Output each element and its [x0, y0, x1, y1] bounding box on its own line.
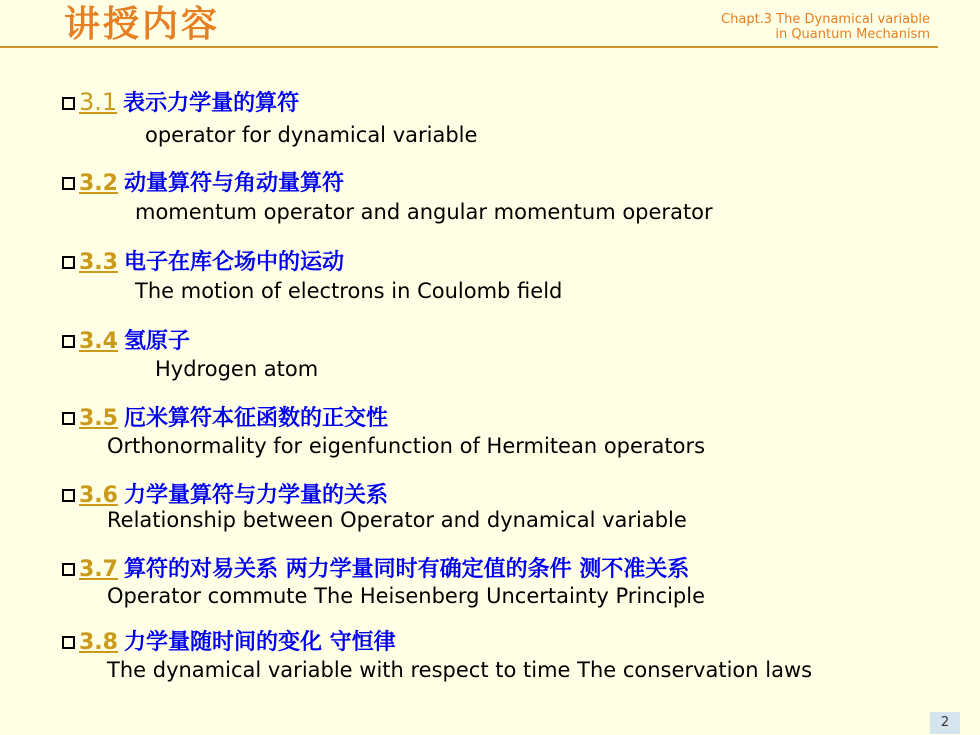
list-item — [62, 552, 689, 583]
section-link[interactable]: 3.6 — [79, 483, 118, 508]
header-divider — [0, 46, 938, 48]
list-item — [62, 166, 344, 197]
section-title-cn: 表示力学量的算符 — [123, 91, 300, 116]
section-title-cn: 动量算符与角动量算符 — [123, 171, 344, 196]
square-bullet-icon — [62, 335, 75, 348]
section-title-en: The dynamical variable with respect to time The conservation laws — [107, 658, 813, 682]
square-bullet-icon — [62, 563, 75, 576]
slide-title: 讲授内容 — [64, 4, 221, 45]
list-item — [62, 324, 190, 355]
section-link[interactable]: 3.3 — [79, 250, 118, 275]
page-number: 2 — [930, 712, 960, 734]
section-title-cn: 力学量随时间的变化 守恒律 — [123, 630, 396, 655]
square-bullet-icon — [62, 489, 75, 502]
square-bullet-icon — [62, 636, 75, 649]
chapter-line-1: Chapt.3 The Dynamical variable — [721, 12, 930, 27]
square-bullet-icon — [62, 412, 75, 425]
square-bullet-icon — [62, 177, 75, 190]
section-link[interactable]: 3.4 — [79, 329, 118, 354]
list-item — [62, 625, 396, 656]
square-bullet-icon — [62, 97, 75, 110]
section-title-cn: 氢原子 — [123, 329, 190, 354]
section-link[interactable]: 3.1 — [79, 88, 118, 116]
section-title-cn: 电子在库仑场中的运动 — [123, 250, 344, 275]
list-item — [62, 245, 344, 276]
section-title-cn: 厄米算符本征函数的正交性 — [123, 406, 388, 431]
square-bullet-icon — [62, 256, 75, 269]
section-title-en: Operator commute The Heisenberg Uncertainty Principle — [107, 584, 705, 608]
section-title-en: momentum operator and angular momentum operator — [135, 200, 713, 224]
section-link[interactable]: 3.8 — [79, 630, 118, 655]
chapter-label — [721, 12, 930, 42]
section-title-cn: 力学量算符与力学量的关系 — [123, 483, 388, 508]
list-item — [62, 478, 388, 509]
chapter-line-2: in Quantum Mechanism — [775, 27, 930, 42]
section-title-en: Relationship between Operator and dynamical variable — [107, 508, 687, 532]
section-title-en: The motion of electrons in Coulomb field — [135, 279, 563, 303]
section-link[interactable]: 3.7 — [79, 557, 118, 582]
list-item — [62, 86, 299, 117]
list-item — [62, 401, 388, 432]
section-title-en: operator for dynamical variable — [145, 123, 478, 147]
section-title-en: Orthonormality for eigenfunction of Hermitean operators — [107, 434, 706, 458]
section-link[interactable]: 3.2 — [79, 171, 118, 196]
section-link[interactable]: 3.5 — [79, 406, 118, 431]
section-title-en: Hydrogen atom — [155, 357, 319, 381]
section-title-cn: 算符的对易关系 两力学量同时有确定值的条件 测不准关系 — [123, 557, 690, 582]
